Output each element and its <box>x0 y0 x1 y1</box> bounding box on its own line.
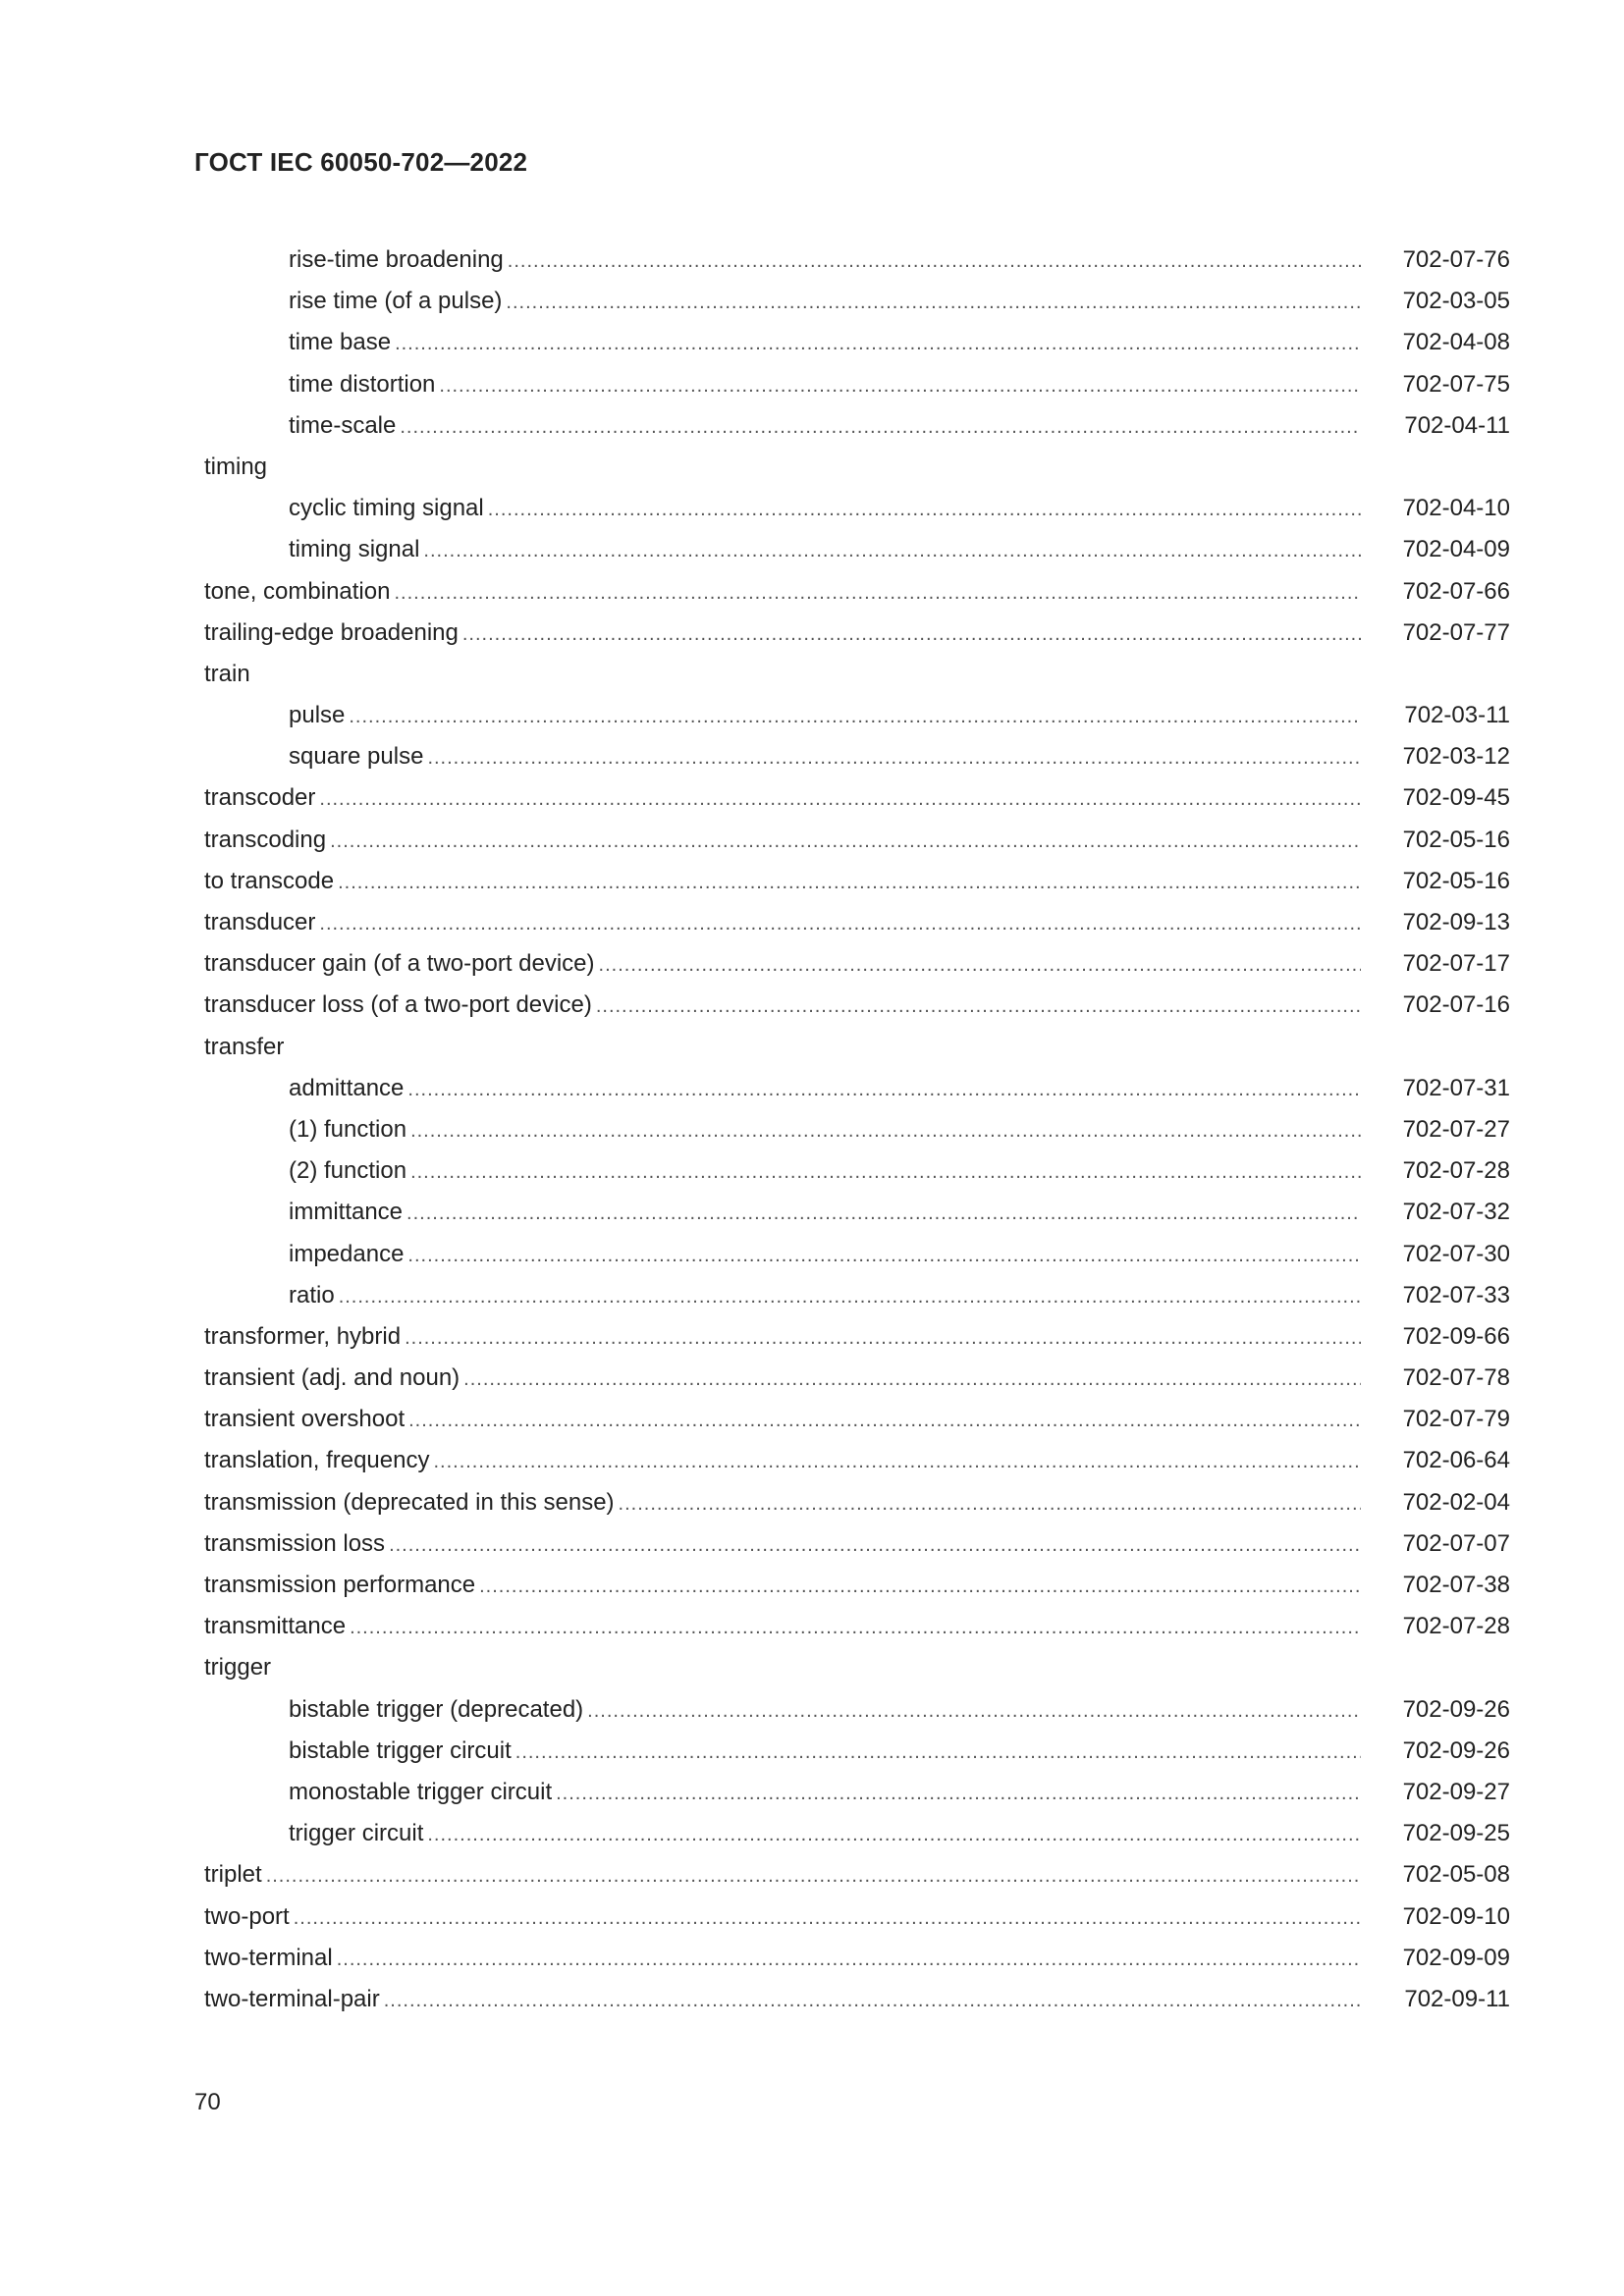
index-entry <box>204 1482 1510 1523</box>
index-entry <box>204 1689 1510 1731</box>
index-reference: 702-07-79 <box>1402 1406 1510 1433</box>
index-term: transmission loss <box>204 1529 386 1557</box>
index-reference: 702-03-12 <box>1402 743 1510 771</box>
index-term: transducer loss (of a two-port device) <box>204 991 592 1019</box>
index-term: (2) function <box>289 1157 407 1185</box>
index-entry <box>204 820 1510 861</box>
index-reference: 702-07-78 <box>1402 1364 1510 1392</box>
index-entry <box>204 364 1510 405</box>
index-entry <box>204 1731 1510 1772</box>
dot-leader <box>394 572 1361 614</box>
index-reference: 702-04-11 <box>1404 411 1510 439</box>
index-reference: 702-04-10 <box>1402 495 1510 522</box>
index-term: transmission performance <box>204 1572 476 1598</box>
index-term: translation, frequency <box>204 1447 430 1474</box>
index-reference: 702-09-25 <box>1402 1820 1510 1847</box>
index-list <box>204 240 1510 2020</box>
index-term: transducer <box>204 909 316 935</box>
index-reference: 702-04-09 <box>1402 536 1510 563</box>
dot-leader <box>319 903 1361 944</box>
index-term: transmittance <box>204 1613 347 1640</box>
dot-leader <box>266 1855 1361 1896</box>
dot-leader <box>506 282 1361 323</box>
index-reference: 702-07-07 <box>1402 1529 1510 1557</box>
index-reference: 702-07-33 <box>1402 1281 1510 1308</box>
index-reference: 702-09-11 <box>1404 1985 1510 2012</box>
dot-leader <box>599 944 1361 986</box>
index-term: cyclic timing signal <box>289 495 484 522</box>
index-entry <box>204 1979 1510 2020</box>
dot-leader <box>406 1193 1361 1234</box>
dot-leader <box>427 1814 1361 1855</box>
index-entry <box>204 322 1510 363</box>
index-entry <box>204 1813 1510 1854</box>
index-entry <box>204 1565 1510 1606</box>
index-term: trigger <box>204 1654 272 1682</box>
index-term: transformer, hybrid <box>204 1322 402 1350</box>
dot-leader <box>319 778 1361 820</box>
index-term: train <box>204 660 250 687</box>
index-entry <box>204 736 1510 777</box>
index-heading <box>204 447 1510 488</box>
index-entry <box>204 1358 1510 1399</box>
dot-leader <box>439 365 1361 406</box>
index-entry <box>204 1606 1510 1647</box>
dot-leader <box>339 1276 1361 1317</box>
index-reference: 702-09-26 <box>1402 1695 1510 1723</box>
dot-leader <box>423 530 1361 571</box>
index-term: timing <box>204 453 268 480</box>
index-reference: 702-07-17 <box>1402 950 1510 978</box>
index-term: two-terminal-pair <box>204 1985 380 2012</box>
index-reference: 702-05-16 <box>1402 826 1510 853</box>
index-entry <box>204 1772 1510 1813</box>
index-term: rise time (of a pulse) <box>289 288 503 315</box>
index-term: triplet <box>204 1861 262 1889</box>
index-heading <box>204 1647 1510 1688</box>
index-reference: 702-09-45 <box>1402 784 1510 812</box>
index-term: square pulse <box>289 743 424 771</box>
index-term: time distortion <box>289 370 436 398</box>
dot-leader <box>349 696 1361 737</box>
index-reference: 702-07-32 <box>1402 1199 1510 1226</box>
index-entry <box>204 240 1510 281</box>
index-entry <box>204 1275 1510 1316</box>
dot-leader <box>389 1524 1361 1566</box>
index-reference: 702-07-27 <box>1402 1115 1510 1143</box>
index-entry <box>204 1109 1510 1150</box>
index-reference: 702-07-66 <box>1402 577 1510 605</box>
index-reference: 702-07-30 <box>1402 1240 1510 1267</box>
index-term: two-port <box>204 1902 290 1930</box>
dot-leader <box>515 1732 1361 1773</box>
index-heading <box>204 654 1510 695</box>
dot-leader <box>488 489 1361 530</box>
page-number: 70 <box>194 2089 221 2115</box>
index-entry <box>204 1150 1510 1192</box>
index-entry <box>204 1896 1510 1938</box>
index-term: tone, combination <box>204 577 391 605</box>
index-term: ratio <box>289 1281 335 1308</box>
index-entry <box>204 281 1510 322</box>
index-term: transcoder <box>204 784 316 812</box>
index-reference: 702-03-11 <box>1404 702 1510 729</box>
index-term: time-scale <box>289 411 397 439</box>
dot-leader <box>427 737 1361 778</box>
index-reference: 702-06-64 <box>1402 1447 1510 1474</box>
index-term: timing signal <box>289 536 420 563</box>
dot-leader <box>337 1939 1361 1980</box>
index-reference: 702-07-77 <box>1402 618 1510 646</box>
index-reference: 702-07-31 <box>1402 1074 1510 1101</box>
dot-leader <box>587 1690 1361 1732</box>
dot-leader <box>384 1980 1361 2021</box>
index-entry <box>204 985 1510 1026</box>
dot-leader <box>410 1110 1361 1151</box>
dot-leader <box>400 406 1361 448</box>
dot-leader <box>508 240 1361 282</box>
index-reference: 702-04-08 <box>1402 329 1510 356</box>
index-reference: 702-05-16 <box>1402 867 1510 894</box>
index-reference: 702-09-26 <box>1402 1736 1510 1764</box>
index-term: transmission (deprecated in this sense) <box>204 1488 615 1516</box>
index-term: (1) function <box>289 1115 407 1143</box>
dot-leader <box>405 1317 1361 1359</box>
dot-leader <box>462 614 1361 655</box>
index-term: pulse <box>289 702 346 729</box>
index-reference: 702-07-16 <box>1402 991 1510 1019</box>
index-term: transducer gain (of a two-port device) <box>204 950 595 978</box>
index-term: bistable trigger (deprecated) <box>289 1695 584 1723</box>
document-header: ГОСТ IEC 60050-702—2022 <box>194 147 528 177</box>
index-reference: 702-05-08 <box>1402 1861 1510 1889</box>
index-term: two-terminal <box>204 1944 333 1971</box>
index-term: transfer <box>204 1033 285 1060</box>
index-term: rise-time broadening <box>289 246 504 273</box>
dot-leader <box>294 1897 1361 1939</box>
index-entry <box>204 777 1510 819</box>
index-reference: 702-07-76 <box>1402 246 1510 273</box>
index-term: time base <box>289 329 392 356</box>
index-entry <box>204 1192 1510 1233</box>
index-term: trailing-edge broadening <box>204 618 459 646</box>
index-entry <box>204 1854 1510 1896</box>
index-entry <box>204 902 1510 943</box>
index-reference: 702-09-13 <box>1402 909 1510 935</box>
index-reference: 702-07-28 <box>1402 1157 1510 1185</box>
index-term: transient (adj. and noun) <box>204 1364 460 1392</box>
dot-leader <box>408 1400 1361 1441</box>
index-reference: 702-07-75 <box>1402 370 1510 398</box>
index-entry <box>204 613 1510 654</box>
index-reference: 702-03-05 <box>1402 288 1510 315</box>
index-term: transient overshoot <box>204 1406 406 1433</box>
dot-leader <box>350 1607 1361 1648</box>
dot-leader <box>619 1483 1361 1524</box>
index-term: immittance <box>289 1199 404 1226</box>
dot-leader <box>433 1441 1361 1482</box>
dot-leader <box>479 1566 1361 1607</box>
index-reference: 702-09-09 <box>1402 1944 1510 1971</box>
index-entry <box>204 1938 1510 1979</box>
dot-leader <box>463 1359 1361 1400</box>
index-entry <box>204 943 1510 985</box>
dot-leader <box>395 323 1361 364</box>
index-entry <box>204 1523 1510 1565</box>
index-entry <box>204 695 1510 736</box>
index-entry <box>204 488 1510 529</box>
index-entry <box>204 529 1510 570</box>
index-term: to transcode <box>204 867 335 894</box>
index-term: impedance <box>289 1240 405 1267</box>
dot-leader <box>407 1235 1361 1276</box>
index-entry <box>204 1440 1510 1481</box>
index-entry <box>204 1316 1510 1358</box>
index-term: admittance <box>289 1074 405 1101</box>
index-term: bistable trigger circuit <box>289 1736 512 1764</box>
dot-leader <box>410 1151 1361 1193</box>
index-term: monostable trigger circuit <box>289 1778 553 1805</box>
index-entry <box>204 405 1510 447</box>
dot-leader <box>338 862 1361 903</box>
index-term: transcoding <box>204 826 327 853</box>
dot-leader <box>407 1069 1361 1110</box>
index-heading <box>204 1027 1510 1068</box>
dot-leader <box>556 1773 1361 1814</box>
dot-leader <box>596 986 1361 1027</box>
index-reference: 702-07-38 <box>1402 1572 1510 1598</box>
index-reference: 702-02-04 <box>1402 1488 1510 1516</box>
index-entry <box>204 1068 1510 1109</box>
index-entry <box>204 861 1510 902</box>
index-entry <box>204 571 1510 613</box>
index-reference: 702-09-10 <box>1402 1902 1510 1930</box>
dot-leader <box>330 821 1361 862</box>
index-term: trigger circuit <box>289 1820 424 1847</box>
index-reference: 702-07-28 <box>1402 1613 1510 1640</box>
index-reference: 702-09-27 <box>1402 1778 1510 1805</box>
index-reference: 702-09-66 <box>1402 1322 1510 1350</box>
index-entry <box>204 1399 1510 1440</box>
index-entry <box>204 1234 1510 1275</box>
